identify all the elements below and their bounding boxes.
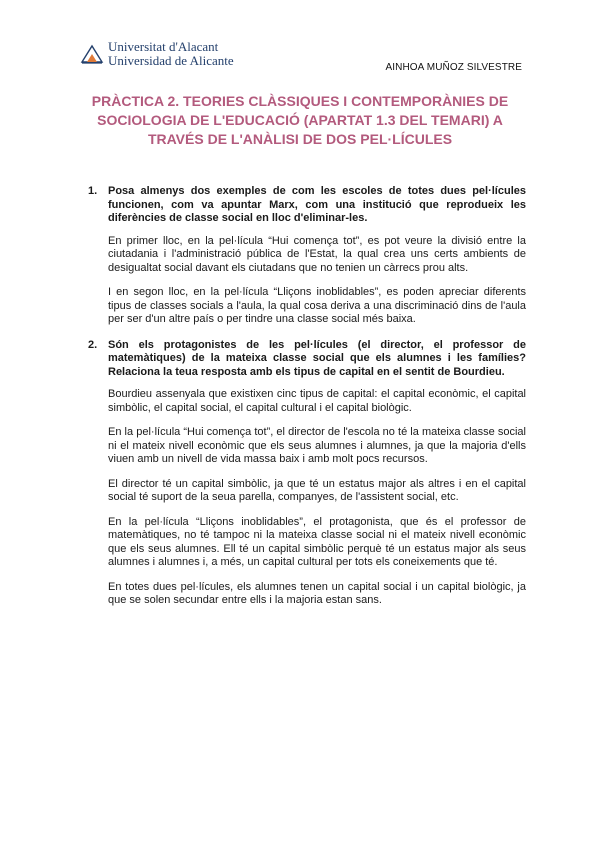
university-logo [80,40,240,70]
answer-paragraph: I en segon lloc, en la pel·lícula “Lliçons inoblidables”, es poden apreciar diferents tipus de classes socials a l'aula, la qual cosa deriva a una discriminació dins de l'aula per ser d'un altre país o per tindre una classe social més baixa. [108,286,526,325]
question-number: 2. [88,338,98,351]
author-name: AINHOA MUÑOZ SILVESTRE [385,62,522,73]
answer-paragraph: En la pel·lícula “Lliçons inoblidables”, el protagonista, que és el professor de matemàtiques, no té tampoc ni la mateixa classe social ni el mateix nivell econòmic que els seus alumnes. Ell té un capital simbòlic perquè té un estatus major als seus alumnes i alumnes i, a més, un capital cultural per tots els coneixements que té. [108,515,526,568]
logo-text [108,40,234,68]
document-body [88,185,526,619]
title-line-2: SOCIOLOGIA DE L'EDUCACIÓ (APARTAT 1.3 DEL TEMARI) A [97,112,503,128]
logo-line-1: Universitat d'Alacant [108,39,219,54]
university-emblem-icon [80,42,104,66]
answer-paragraph: En la pel·lícula “Hui comença tot”, el director de l'escola no té la mateixa classe social ni el mateix nivell econòmic que els seus alumnes i alumnes, ja que la majoria d'ells viuen amb un nivell de vida massa baix i amb molt pocs recursos. [108,426,526,465]
question-2 [88,339,526,380]
page-title [70,92,530,149]
answer-paragraph: Bourdieu assenyala que existixen cinc tipus de capital: el capital econòmic, el capital simbòlic, el capital social, el capital cultural i el capital biològic. [108,388,526,414]
question-text: Són els protagonistes de les pel·lícules (el director, el professor de matemàtiques) de la mateixa classe social que els alumnes i les famílies? Relaciona la teua resposta amb els tipus de capital en el sentit de Bourdieu. [108,338,526,378]
question-number: 1. [88,185,98,197]
answer-paragraph: En primer lloc, en la pel·lícula “Hui comença tot”, es pot veure la divisió entre la ciutadania i l'administració pública de l'Estat, la qual crea uns certs ambients de desigualtat social davant els ciutadans que no tenien un càrrecs prou alts. [108,234,526,274]
title-line-3: TRAVÉS DE L'ANÀLISI DE DOS PEL·LÍCULES [147,131,453,147]
question-text: Posa almenys dos exemples de com les escoles de totes dues pel·lícules funcionen, com va apuntar Marx, com una institució que reprodueix les diferències de classe social en lloc d'eliminar-les. [108,185,526,224]
logo-line-2: Universidad de Alicante [108,53,234,68]
answer-paragraph: En totes dues pel·lícules, els alumnes tenen un capital social i un capital biològic, ja que se solen secundar entre ells i la majoria estan sans. [108,580,526,606]
title-line-1: PRÀCTICA 2. TEORIES CLÀSSIQUES I CONTEMPORÀNIES DE [91,93,509,109]
answer-paragraph: El director té un capital simbòlic, ja que té un estatus major als altres i en el capital social té suport de la seua parella, companyes, de l'assistent social, etc. [108,477,526,503]
question-1 [88,185,526,226]
